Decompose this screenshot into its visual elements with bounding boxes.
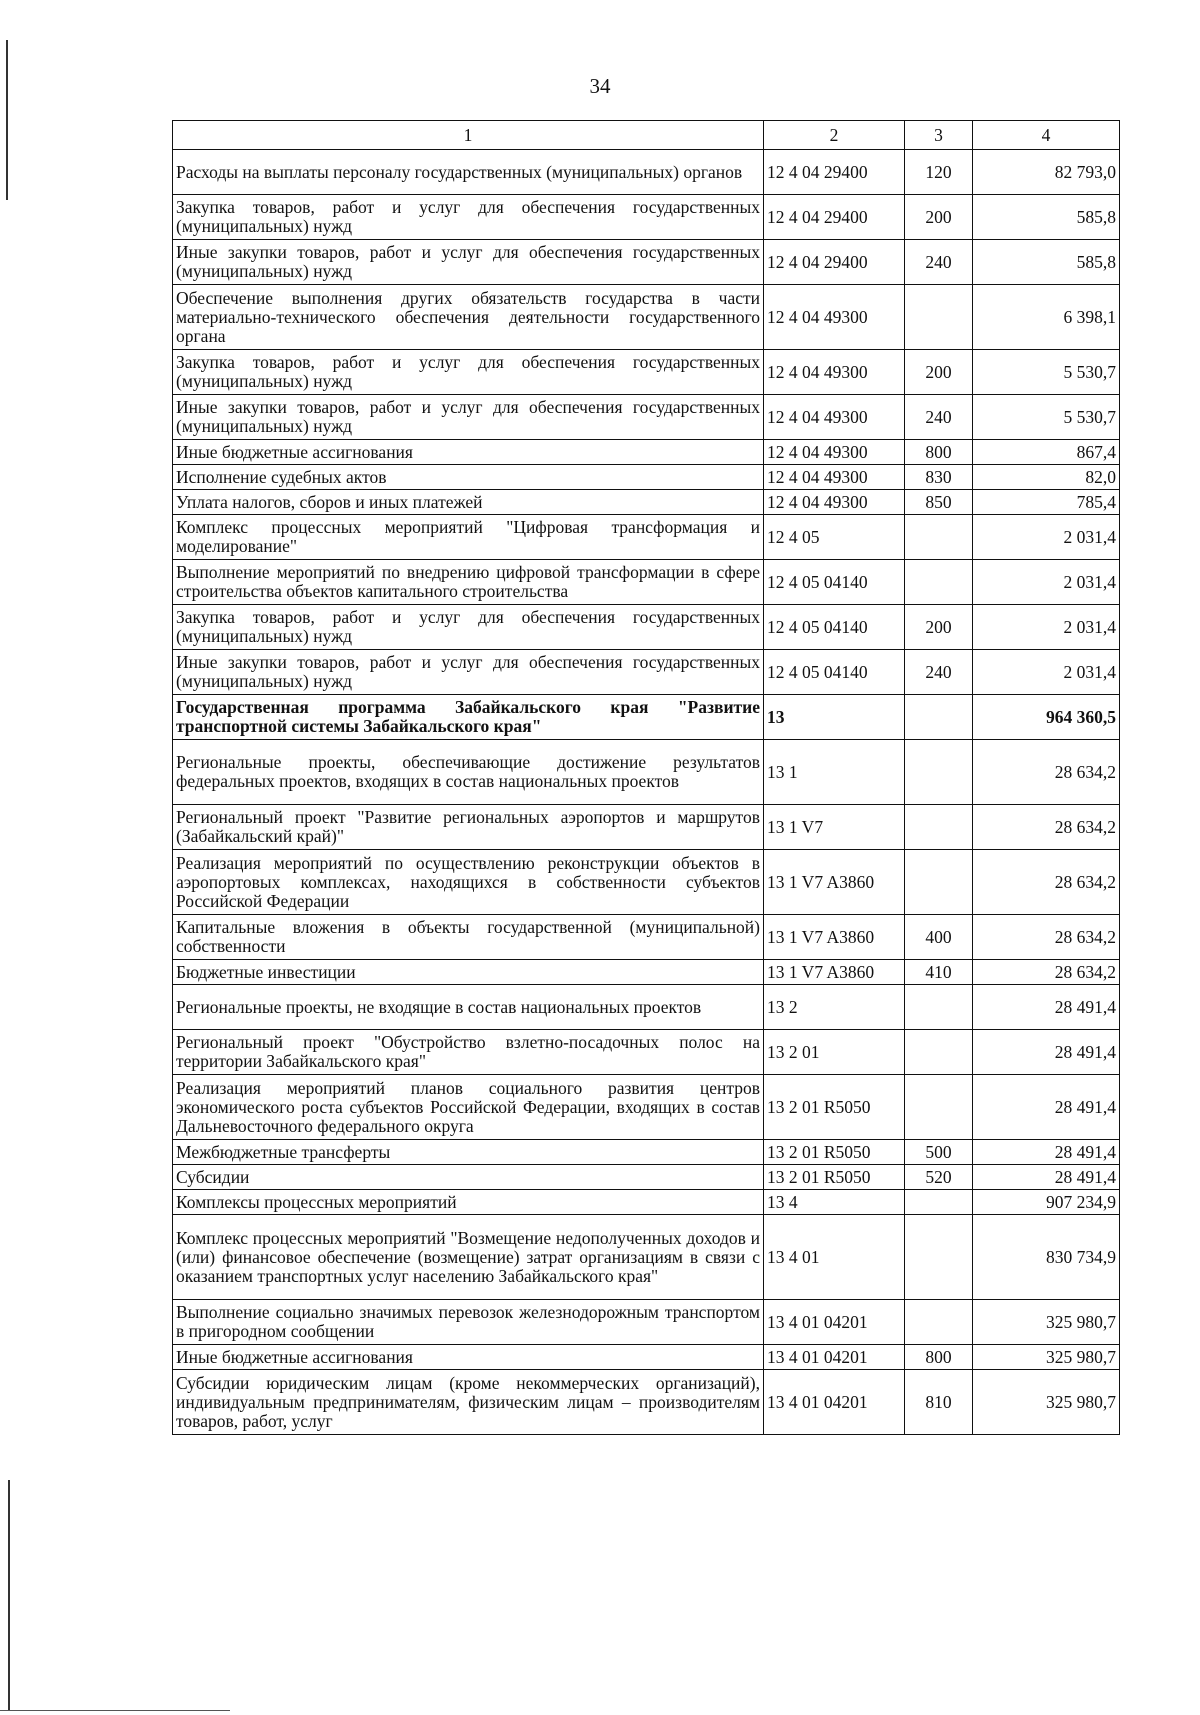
scan-artifact-line: [0, 1710, 230, 1711]
cell-amount: 82,0: [973, 465, 1120, 490]
cell-type: [905, 285, 973, 350]
cell-type: 850: [905, 490, 973, 515]
cell-code: 13 4 01: [764, 1215, 905, 1300]
cell-name: Комплекс процессных мероприятий "Возмещение недополученных доходов и (или) финансовое обеспечение (возмещение) затрат организациям в связи с оказанием транспортных услуг населению Забайкальского края": [173, 1215, 764, 1300]
cell-code: 13 1 V7 A3860: [764, 960, 905, 985]
cell-name: Реализация мероприятий планов социального развития центров экономического роста субъектов Российской Федерации, входящих в состав Дальневосточного федерального округа: [173, 1075, 764, 1140]
page-number: 34: [589, 74, 611, 98]
cell-code: 13 4 01 04201: [764, 1300, 905, 1345]
cell-name: Реализация мероприятий по осуществлению реконструкции объектов в аэропортовых комплексах, находящихся в собственности субъектов Российской Федерации: [173, 850, 764, 915]
table-row: [173, 395, 1120, 440]
cell-name: Закупка товаров, работ и услуг для обеспечения государственных (муниципальных) нужд: [173, 195, 764, 240]
cell-name: Государственная программа Забайкальского края "Развитие транспортной системы Забайкальского края": [173, 695, 764, 740]
cell-type: 200: [905, 350, 973, 395]
table-row: [173, 985, 1120, 1030]
table-row: [173, 650, 1120, 695]
cell-name: Бюджетные инвестиции: [173, 960, 764, 985]
table-row: [173, 1165, 1120, 1190]
table-row: [173, 285, 1120, 350]
table-row: [173, 440, 1120, 465]
cell-code: 13: [764, 695, 905, 740]
cell-type: [905, 850, 973, 915]
table-row: [173, 465, 1120, 490]
cell-type: 240: [905, 240, 973, 285]
table-row: [173, 1140, 1120, 1165]
cell-type: 240: [905, 395, 973, 440]
table-row: [173, 960, 1120, 985]
table-row: [173, 915, 1120, 960]
cell-code: 12 4 04 29400: [764, 240, 905, 285]
cell-code: 13 4 01 04201: [764, 1345, 905, 1370]
cell-name: Капитальные вложения в объекты государственной (муниципальной) собственности: [173, 915, 764, 960]
table-row: [173, 1030, 1120, 1075]
cell-name: Уплата налогов, сборов и иных платежей: [173, 490, 764, 515]
cell-code: 13 2 01: [764, 1030, 905, 1075]
table-row: [173, 605, 1120, 650]
cell-amount: 82 793,0: [973, 150, 1120, 195]
table-row: [173, 515, 1120, 560]
cell-code: 13 1 V7: [764, 805, 905, 850]
cell-type: [905, 1300, 973, 1345]
table-row: [173, 1215, 1120, 1300]
cell-name: Исполнение судебных актов: [173, 465, 764, 490]
cell-type: 120: [905, 150, 973, 195]
cell-code: 12 4 05: [764, 515, 905, 560]
cell-code: 12 4 04 29400: [764, 195, 905, 240]
budget-table: [172, 120, 1120, 1435]
cell-type: 200: [905, 605, 973, 650]
cell-amount: 28 491,4: [973, 1140, 1120, 1165]
cell-name: Выполнение мероприятий по внедрению цифровой трансформации в сфере строительства объектов капитального строительства: [173, 560, 764, 605]
cell-name: Иные закупки товаров, работ и услуг для обеспечения государственных (муниципальных) нужд: [173, 650, 764, 695]
table-row: [173, 850, 1120, 915]
cell-amount: 28 491,4: [973, 1075, 1120, 1140]
table-body: [173, 150, 1120, 1435]
scan-artifact-line: [6, 40, 8, 200]
cell-code: 12 4 04 49300: [764, 440, 905, 465]
cell-code: 12 4 05 04140: [764, 560, 905, 605]
cell-type: 830: [905, 465, 973, 490]
cell-amount: 6 398,1: [973, 285, 1120, 350]
cell-code: 13 4: [764, 1190, 905, 1215]
cell-amount: 867,4: [973, 440, 1120, 465]
cell-amount: 2 031,4: [973, 560, 1120, 605]
cell-code: 13 1 V7 A3860: [764, 915, 905, 960]
cell-name: Региональный проект "Обустройство взлетно-посадочных полос на территории Забайкальского края": [173, 1030, 764, 1075]
cell-amount: 585,8: [973, 240, 1120, 285]
cell-name: Комплекс процессных мероприятий "Цифровая трансформация и моделирование": [173, 515, 764, 560]
cell-name: Межбюджетные трансферты: [173, 1140, 764, 1165]
cell-name: Иные закупки товаров, работ и услуг для обеспечения государственных (муниципальных) нужд: [173, 240, 764, 285]
cell-name: Региональный проект "Развитие региональных аэропортов и маршрутов (Забайкальский край)": [173, 805, 764, 850]
cell-type: [905, 560, 973, 605]
cell-amount: 785,4: [973, 490, 1120, 515]
cell-code: 13 2 01 R5050: [764, 1140, 905, 1165]
cell-name: Расходы на выплаты персоналу государственных (муниципальных) органов: [173, 150, 764, 195]
cell-name: Субсидии юридическим лицам (кроме некоммерческих организаций), индивидуальным предпринимателям, физическим лицам – производителям товаров, работ, услуг: [173, 1370, 764, 1435]
cell-code: 12 4 04 29400: [764, 150, 905, 195]
cell-name: Региональные проекты, не входящие в состав национальных проектов: [173, 985, 764, 1030]
cell-amount: 585,8: [973, 195, 1120, 240]
column-header-name: 1: [173, 121, 764, 150]
cell-amount: 2 031,4: [973, 605, 1120, 650]
cell-amount: 28 491,4: [973, 1165, 1120, 1190]
cell-name: Комплексы процессных мероприятий: [173, 1190, 764, 1215]
cell-name: Иные закупки товаров, работ и услуг для обеспечения государственных (муниципальных) нужд: [173, 395, 764, 440]
cell-type: [905, 805, 973, 850]
cell-code: 13 2: [764, 985, 905, 1030]
table-row: [173, 1190, 1120, 1215]
column-header-amount: 4: [973, 121, 1120, 150]
table-row: [173, 490, 1120, 515]
table-row: [173, 240, 1120, 285]
cell-amount: 28 491,4: [973, 1030, 1120, 1075]
table-header-row: [173, 121, 1120, 150]
table-row: [173, 1345, 1120, 1370]
table-row: [173, 1075, 1120, 1140]
cell-amount: 830 734,9: [973, 1215, 1120, 1300]
cell-name: Закупка товаров, работ и услуг для обеспечения государственных (муниципальных) нужд: [173, 350, 764, 395]
cell-name: Обеспечение выполнения других обязательств государства в части материально-технического обеспечения деятельности государственного органа: [173, 285, 764, 350]
cell-type: 800: [905, 440, 973, 465]
cell-type: 800: [905, 1345, 973, 1370]
cell-amount: 325 980,7: [973, 1345, 1120, 1370]
cell-type: [905, 1215, 973, 1300]
cell-type: [905, 1075, 973, 1140]
cell-code: 13 2 01 R5050: [764, 1165, 905, 1190]
table-row: [173, 350, 1120, 395]
table-row: [173, 150, 1120, 195]
cell-name: Закупка товаров, работ и услуг для обеспечения государственных (муниципальных) нужд: [173, 605, 764, 650]
cell-type: 810: [905, 1370, 973, 1435]
cell-type: [905, 515, 973, 560]
cell-name: Субсидии: [173, 1165, 764, 1190]
cell-amount: 5 530,7: [973, 350, 1120, 395]
column-header-code: 2: [764, 121, 905, 150]
cell-code: 12 4 04 49300: [764, 350, 905, 395]
cell-code: 13 4 01 04201: [764, 1370, 905, 1435]
scan-artifact-line: [8, 1480, 10, 1710]
table-row: [173, 695, 1120, 740]
cell-code: 12 4 04 49300: [764, 490, 905, 515]
cell-amount: 28 634,2: [973, 960, 1120, 985]
cell-name: Иные бюджетные ассигнования: [173, 440, 764, 465]
cell-name: Иные бюджетные ассигнования: [173, 1345, 764, 1370]
cell-code: 12 4 04 49300: [764, 285, 905, 350]
cell-amount: 28 634,2: [973, 805, 1120, 850]
cell-amount: 28 491,4: [973, 985, 1120, 1030]
cell-amount: 28 634,2: [973, 850, 1120, 915]
cell-type: [905, 1030, 973, 1075]
cell-amount: 2 031,4: [973, 515, 1120, 560]
cell-code: 12 4 05 04140: [764, 605, 905, 650]
table-row: [173, 560, 1120, 605]
cell-code: 12 4 04 49300: [764, 395, 905, 440]
cell-amount: 28 634,2: [973, 915, 1120, 960]
table-row: [173, 1370, 1120, 1435]
table-row: [173, 805, 1120, 850]
table-row: [173, 740, 1120, 805]
cell-name: Региональные проекты, обеспечивающие достижение результатов федеральных проектов, входящих в состав национальных проектов: [173, 740, 764, 805]
cell-amount: 964 360,5: [973, 695, 1120, 740]
cell-code: 12 4 04 49300: [764, 465, 905, 490]
cell-type: 520: [905, 1165, 973, 1190]
cell-type: 400: [905, 915, 973, 960]
column-header-type: 3: [905, 121, 973, 150]
cell-code: 13 1: [764, 740, 905, 805]
cell-type: 410: [905, 960, 973, 985]
cell-type: [905, 695, 973, 740]
table-row: [173, 1300, 1120, 1345]
cell-type: 200: [905, 195, 973, 240]
cell-type: 500: [905, 1140, 973, 1165]
cell-type: [905, 1190, 973, 1215]
cell-type: 240: [905, 650, 973, 695]
cell-amount: 2 031,4: [973, 650, 1120, 695]
cell-amount: 5 530,7: [973, 395, 1120, 440]
cell-type: [905, 985, 973, 1030]
cell-code: 12 4 05 04140: [764, 650, 905, 695]
table-row: [173, 195, 1120, 240]
cell-type: [905, 740, 973, 805]
cell-amount: 325 980,7: [973, 1300, 1120, 1345]
cell-amount: 907 234,9: [973, 1190, 1120, 1215]
cell-code: 13 1 V7 A3860: [764, 850, 905, 915]
cell-amount: 325 980,7: [973, 1370, 1120, 1435]
cell-amount: 28 634,2: [973, 740, 1120, 805]
cell-code: 13 2 01 R5050: [764, 1075, 905, 1140]
cell-name: Выполнение социально значимых перевозок железнодорожным транспортом в пригородном сообщении: [173, 1300, 764, 1345]
